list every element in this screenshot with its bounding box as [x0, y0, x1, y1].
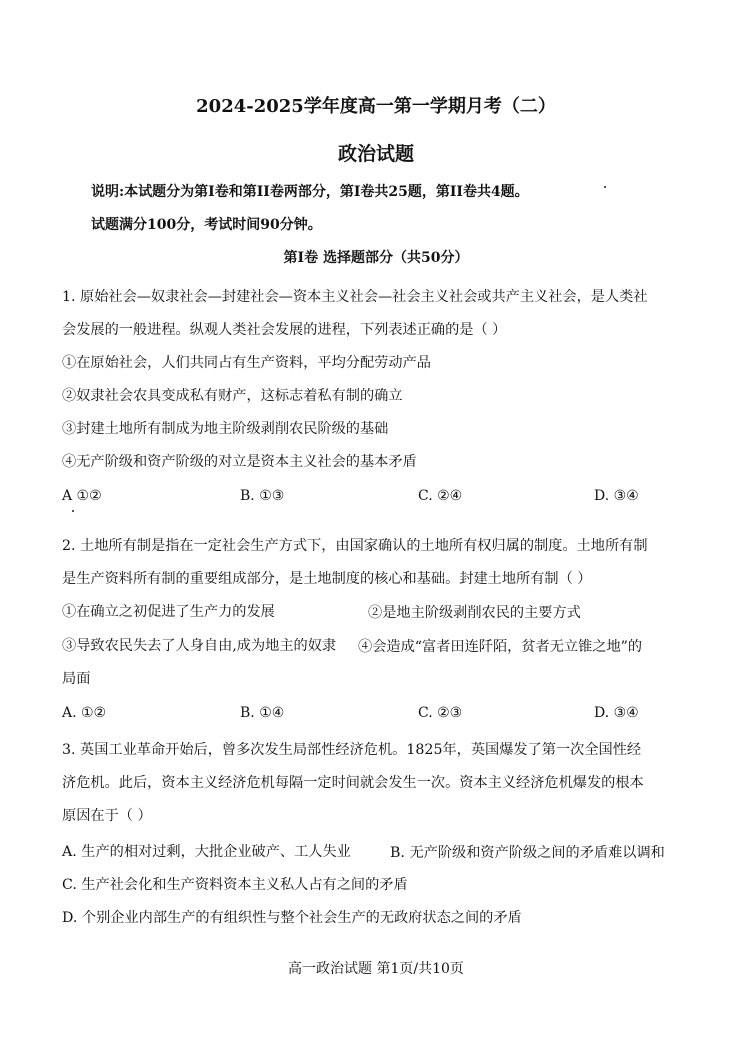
q3-option-c: C. 生产社会化和生产资料资本主义私人占有之间的矛盾 [62, 877, 408, 893]
q2-statement-4: ④会造成“富者田连阡陌，贫者无立锥之地”的 [358, 639, 643, 655]
q2-option-d: D. ③④ [594, 705, 639, 721]
q2-statement-3: ③导致农民失去了人身自由,成为地主的奴隶 [62, 638, 337, 654]
q1-option-a: A ①② [62, 488, 102, 504]
instructions-line-1: 说明:本试题分为第Ⅰ卷和第II卷两部分，第Ⅰ卷共25题，第II卷共4题。 [91, 184, 529, 200]
q2-stem-line-2: 是生产资料所有制的重要组成部分，是土地制度的核心和基础。封建土地所有制（ ） [62, 571, 592, 587]
q1-option-c: C. ②④ [418, 488, 463, 504]
q3-stem-line-3: 原因在于（ ） [62, 808, 152, 824]
q2-statement-4-continued: 局面 [62, 671, 91, 687]
instructions-line-2: 试题满分100分，考试时间90分钟。 [91, 217, 322, 233]
q2-statement-1: ①在确立之初促进了生产力的发展 [62, 604, 275, 620]
q1-statement-3: ③封建土地所有制成为地主阶级剥削农民阶级的基础 [62, 421, 389, 437]
q3-stem-line-1: 3. 英国工业革命开始后，曾多次发生局部性经济危机。1825年，英国爆发了第一次全国性经 [62, 742, 642, 758]
q2-option-c: C. ②③ [418, 705, 463, 721]
q1-stem-line-1: 1. 原始社会—奴隶社会—封建社会—资本主义社会—社会主义社会或共产主义社会，是人类社 [62, 289, 648, 305]
q2-statement-2: ②是地主阶级剥削农民的主要方式 [368, 605, 581, 621]
q1-statement-1: ①在原始社会，人们共同占有生产资料，平均分配劳动产品 [62, 355, 431, 371]
q2-option-a: A. ①② [62, 705, 107, 721]
q1-statement-4: ④无产阶级和资产阶级的对立是资本主义社会的基本矛盾 [62, 454, 417, 470]
scan-speck [72, 510, 74, 512]
q2-stem-line-1: 2. 土地所有制是指在一定社会生产方式下，由国家确认的土地所有权归属的制度。土地所有制 [62, 538, 648, 554]
subject-title: 政治试题 [337, 143, 414, 165]
page-footer: 高一政治试题 第1页/共10页 [288, 961, 464, 977]
q3-option-a: A. 生产的相对过剩，大批企业破产、工人失业 [62, 844, 351, 860]
q1-statement-2: ②奴隶社会农具变成私有财产，这标志着私有制的确立 [62, 388, 403, 404]
q3-option-b: B. 无产阶级和资产阶级之间的矛盾难以调和 [390, 845, 665, 861]
q1-option-d: D. ③④ [594, 488, 639, 504]
q2-option-b: B. ①④ [240, 705, 285, 721]
section-heading: 第Ⅰ卷 选择题部分（共50分） [283, 250, 469, 266]
exam-title: 2024-2025学年度高一第一学期月考（二） [196, 96, 556, 117]
q1-stem-line-2: 会发展的一般进程。纵观人类社会发展的进程，下列表述正确的是（ ） [62, 322, 507, 338]
q1-option-b: B. ①③ [240, 488, 285, 504]
q3-option-d: D. 个别企业内部生产的有组织性与整个社会生产的无政府状态之间的矛盾 [62, 910, 522, 926]
q3-stem-line-2: 济危机。此后，资本主义经济危机每隔一定时间就会发生一次。资本主义经济危机爆发的根本 [62, 775, 644, 791]
scan-speck [604, 186, 606, 188]
